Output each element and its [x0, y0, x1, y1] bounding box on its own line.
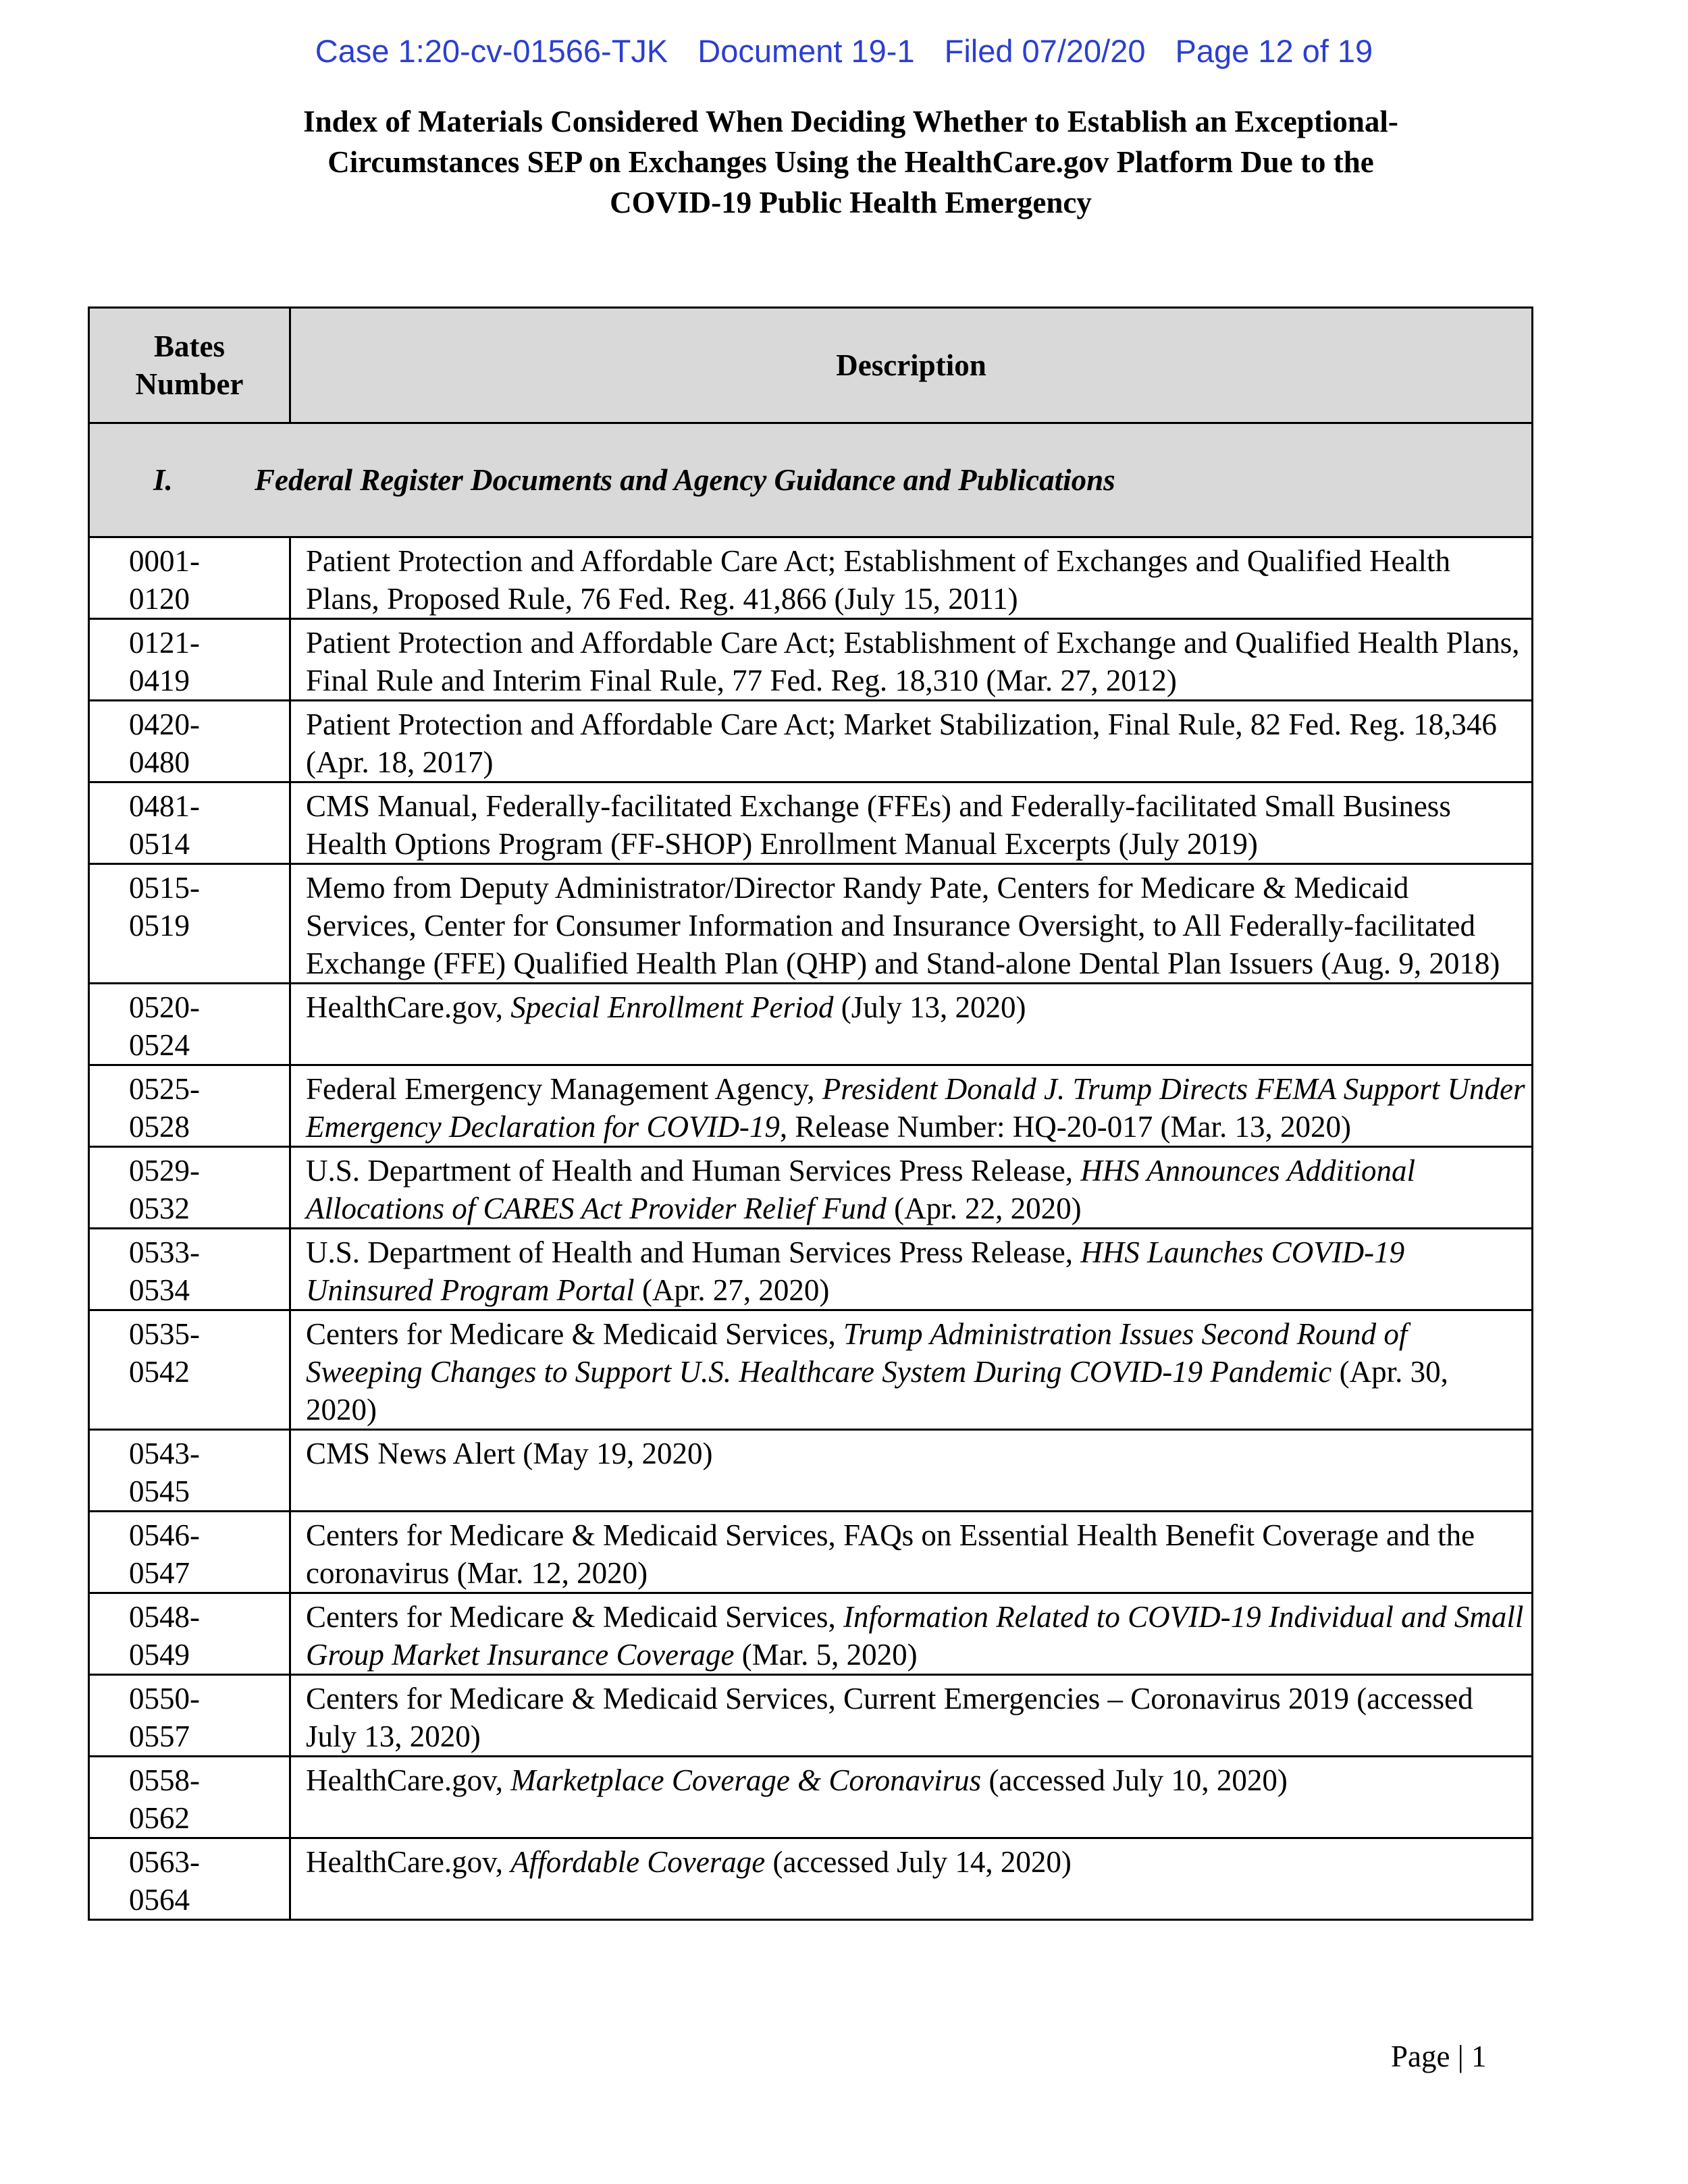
- description-cell: [290, 1757, 1533, 1838]
- bates-end: 0419: [129, 664, 190, 697]
- description-italic-title: HHS Announces Additional Allocations of CARES Act Provider Relief Fund: [306, 1154, 1416, 1225]
- table-row: [89, 1512, 1533, 1593]
- bates-number-cell: [89, 1838, 290, 1920]
- description-cell: [290, 1147, 1533, 1229]
- bates-start: 0420-: [129, 708, 200, 741]
- bates-start: 0543-: [129, 1437, 200, 1470]
- table-row: [89, 984, 1533, 1065]
- title-line-3: COVID-19 Public Health Emergency: [610, 186, 1092, 219]
- bates-end: 0557: [129, 1720, 190, 1753]
- case-number: Case 1:20-cv-01566-TJK: [315, 33, 668, 69]
- table-row: [89, 1310, 1533, 1430]
- bates-number-cell: [89, 1512, 290, 1593]
- bates-end: 0528: [129, 1110, 190, 1144]
- page-of: Page 12 of 19: [1175, 33, 1373, 69]
- table-row: [89, 1147, 1533, 1229]
- bates-number-cell: [89, 1430, 290, 1512]
- section-row: [89, 423, 1533, 537]
- description-text-tail: (accessed July 14, 2020): [765, 1845, 1072, 1879]
- description-text: Centers for Medicare & Medicaid Services, FAQs on Essential Health Benefit Coverage and the coronavirus (Mar. 12, 2020): [306, 1518, 1475, 1590]
- bates-end: 0547: [129, 1556, 190, 1590]
- bates-end: 0542: [129, 1355, 190, 1389]
- description-italic-title: Trump Administration Issues Second Round of Sweeping Changes to Support U.S. Healthcare System During COVID-19 Pandemic: [306, 1317, 1408, 1389]
- bates-start: 0535-: [129, 1317, 200, 1351]
- description-italic-title: Special Enrollment Period: [510, 990, 834, 1024]
- bates-number-cell: [89, 1147, 290, 1229]
- bates-end: 0549: [129, 1638, 190, 1672]
- bates-number-cell: [89, 1065, 290, 1147]
- description-text: CMS News Alert (May 19, 2020): [306, 1437, 713, 1470]
- description-text-tail: (accessed July 10, 2020): [981, 1763, 1288, 1797]
- bates-number-cell: [89, 701, 290, 782]
- bates-end: 0562: [129, 1801, 190, 1835]
- bates-start: 0558-: [129, 1763, 200, 1797]
- description-italic-title: HHS Launches COVID-19 Uninsured Program Portal: [306, 1235, 1405, 1307]
- bates-number-header: [89, 308, 290, 423]
- bates-end: 0519: [129, 909, 190, 942]
- bates-number-cell: [89, 1310, 290, 1430]
- bates-number-cell: [89, 864, 290, 984]
- bates-end: 0120: [129, 582, 190, 616]
- description-cell: [290, 1838, 1533, 1920]
- table-row: [89, 1838, 1533, 1920]
- description-cell: [290, 619, 1533, 701]
- description-cell: [290, 782, 1533, 864]
- bates-start: 0525-: [129, 1072, 200, 1106]
- description-text: U.S. Department of Health and Human Services Press Release,: [306, 1235, 1081, 1269]
- section-number: I.: [153, 463, 173, 497]
- bates-start: 0481-: [129, 789, 200, 823]
- bates-end: 0524: [129, 1028, 190, 1062]
- description-cell: [290, 1512, 1533, 1593]
- bates-number-cell: [89, 1593, 290, 1675]
- bates-number-cell: [89, 1229, 290, 1310]
- page-footer: Page | 1: [1391, 2040, 1487, 2073]
- bates-start: 0533-: [129, 1235, 200, 1269]
- bates-number-cell: [89, 537, 290, 619]
- bates-start: 0515-: [129, 871, 200, 905]
- description-italic-title: Information Related to COVID-19 Individual and Small Group Market Insurance Coverage: [306, 1600, 1524, 1672]
- description-text: Centers for Medicare & Medicaid Services, Current Emergencies – Coronavirus 2019 (accessed July 13, 2020): [306, 1682, 1473, 1753]
- bates-end: 0545: [129, 1474, 190, 1508]
- description-cell: [290, 1229, 1533, 1310]
- description-text: Centers for Medicare & Medicaid Services,: [306, 1600, 843, 1634]
- filed-date: Filed 07/20/20: [944, 33, 1146, 69]
- title-line-1: Index of Materials Considered When Deciding Whether to Establish an Exceptional-: [303, 105, 1398, 138]
- description-text: HealthCare.gov,: [306, 1763, 511, 1797]
- bates-number-cell: [89, 782, 290, 864]
- bates-start: 0520-: [129, 990, 200, 1024]
- table-row: [89, 619, 1533, 701]
- bates-start: 0001-: [129, 544, 200, 578]
- description-text-tail: (Apr. 27, 2020): [634, 1273, 830, 1307]
- description-header: Description: [290, 308, 1533, 423]
- table-row: [89, 1229, 1533, 1310]
- description-italic-title: Affordable Coverage: [510, 1845, 766, 1879]
- description-text: HealthCare.gov,: [306, 1845, 511, 1879]
- description-cell: [290, 1065, 1533, 1147]
- table-row: [89, 701, 1533, 782]
- description-text: U.S. Department of Health and Human Services Press Release,: [306, 1154, 1081, 1188]
- description-text: Patient Protection and Affordable Care Act; Market Stabilization, Final Rule, 82 Fed. Reg. 18,346 (Apr. 18, 2017): [306, 708, 1497, 779]
- description-cell: [290, 1310, 1533, 1430]
- bates-end: 0532: [129, 1192, 190, 1225]
- bates-start: 0563-: [129, 1845, 200, 1879]
- table-row: [89, 1430, 1533, 1512]
- bates-end: 0534: [129, 1273, 190, 1307]
- description-text: Memo from Deputy Administrator/Director Randy Pate, Centers for Medicare & Medicaid Services, Center for Consumer Information and Insurance Oversight, to All Federally-facilitated Exchange (FFE) Qualified Health Plan (QHP) and Stand-alone Dental Plan Issuers (Aug. 9, 2018): [306, 871, 1500, 980]
- table-header-row: [89, 308, 1533, 423]
- description-text: Federal Emergency Management Agency,: [306, 1072, 822, 1106]
- description-text: Patient Protection and Affordable Care Act; Establishment of Exchanges and Qualified Health Plans, Proposed Rule, 76 Fed. Reg. 41,866 (July 15, 2011): [306, 544, 1450, 616]
- description-text-tail: (Mar. 5, 2020): [734, 1638, 918, 1672]
- bates-start: 0546-: [129, 1518, 200, 1552]
- table-row: [89, 1675, 1533, 1757]
- description-text-tail: (July 13, 2020): [833, 990, 1026, 1024]
- description-text: Patient Protection and Affordable Care Act; Establishment of Exchange and Qualified Health Plans, Final Rule and Interim Final Rule, 77 Fed. Reg. 18,310 (Mar. 27, 2012): [306, 626, 1520, 697]
- case-header: [0, 32, 1688, 70]
- section-cell: [89, 423, 1533, 537]
- bates-start: 0548-: [129, 1600, 200, 1634]
- bates-end: 0514: [129, 827, 190, 861]
- bates-end: 0480: [129, 745, 190, 779]
- bates-header-line-2: Number: [135, 367, 244, 401]
- description-cell: [290, 864, 1533, 984]
- table-row: [89, 782, 1533, 864]
- description-italic-title: President Donald J. Trump Directs FEMA Support Under Emergency Declaration for COVID-19: [306, 1072, 1525, 1144]
- bates-header-line-1: Bates: [154, 329, 225, 363]
- description-italic-title: Marketplace Coverage & Coronavirus: [510, 1763, 982, 1797]
- description-cell: [290, 537, 1533, 619]
- section-title: Federal Register Documents and Agency Guidance and Publications: [255, 463, 1115, 497]
- description-text: Centers for Medicare & Medicaid Services,: [306, 1317, 843, 1351]
- bates-start: 0550-: [129, 1682, 200, 1715]
- table-row: [89, 1593, 1533, 1675]
- description-cell: [290, 1675, 1533, 1757]
- bates-number-cell: [89, 1675, 290, 1757]
- description-text-tail: (Apr. 30, 2020): [306, 1355, 1448, 1427]
- bates-number-cell: [89, 1757, 290, 1838]
- table-row: [89, 537, 1533, 619]
- bates-number-cell: [89, 619, 290, 701]
- materials-index-table: [88, 307, 1533, 1921]
- description-cell: [290, 1593, 1533, 1675]
- description-cell: [290, 984, 1533, 1065]
- title-line-2: Circumstances SEP on Exchanges Using the HealthCare.gov Platform Due to the: [327, 145, 1374, 179]
- table-row: [89, 864, 1533, 984]
- document-number: Document 19-1: [697, 33, 915, 69]
- bates-end: 0564: [129, 1883, 190, 1917]
- description-text: HealthCare.gov,: [306, 990, 511, 1024]
- description-text-tail: (Apr. 22, 2020): [886, 1192, 1082, 1225]
- description-cell: [290, 1430, 1533, 1512]
- table-row: [89, 1065, 1533, 1147]
- description-cell: [290, 701, 1533, 782]
- bates-number-cell: [89, 984, 290, 1065]
- description-text: CMS Manual, Federally-facilitated Exchange (FFEs) and Federally-facilitated Small Business Health Options Program (FF-SHOP) Enrollment Manual Excerpts (July 2019): [306, 789, 1451, 861]
- bates-start: 0121-: [129, 626, 200, 660]
- document-title: [243, 101, 1458, 223]
- bates-start: 0529-: [129, 1154, 200, 1188]
- description-text-tail: , Release Number: HQ-20-017 (Mar. 13, 2020): [779, 1110, 1351, 1144]
- table-row: [89, 1757, 1533, 1838]
